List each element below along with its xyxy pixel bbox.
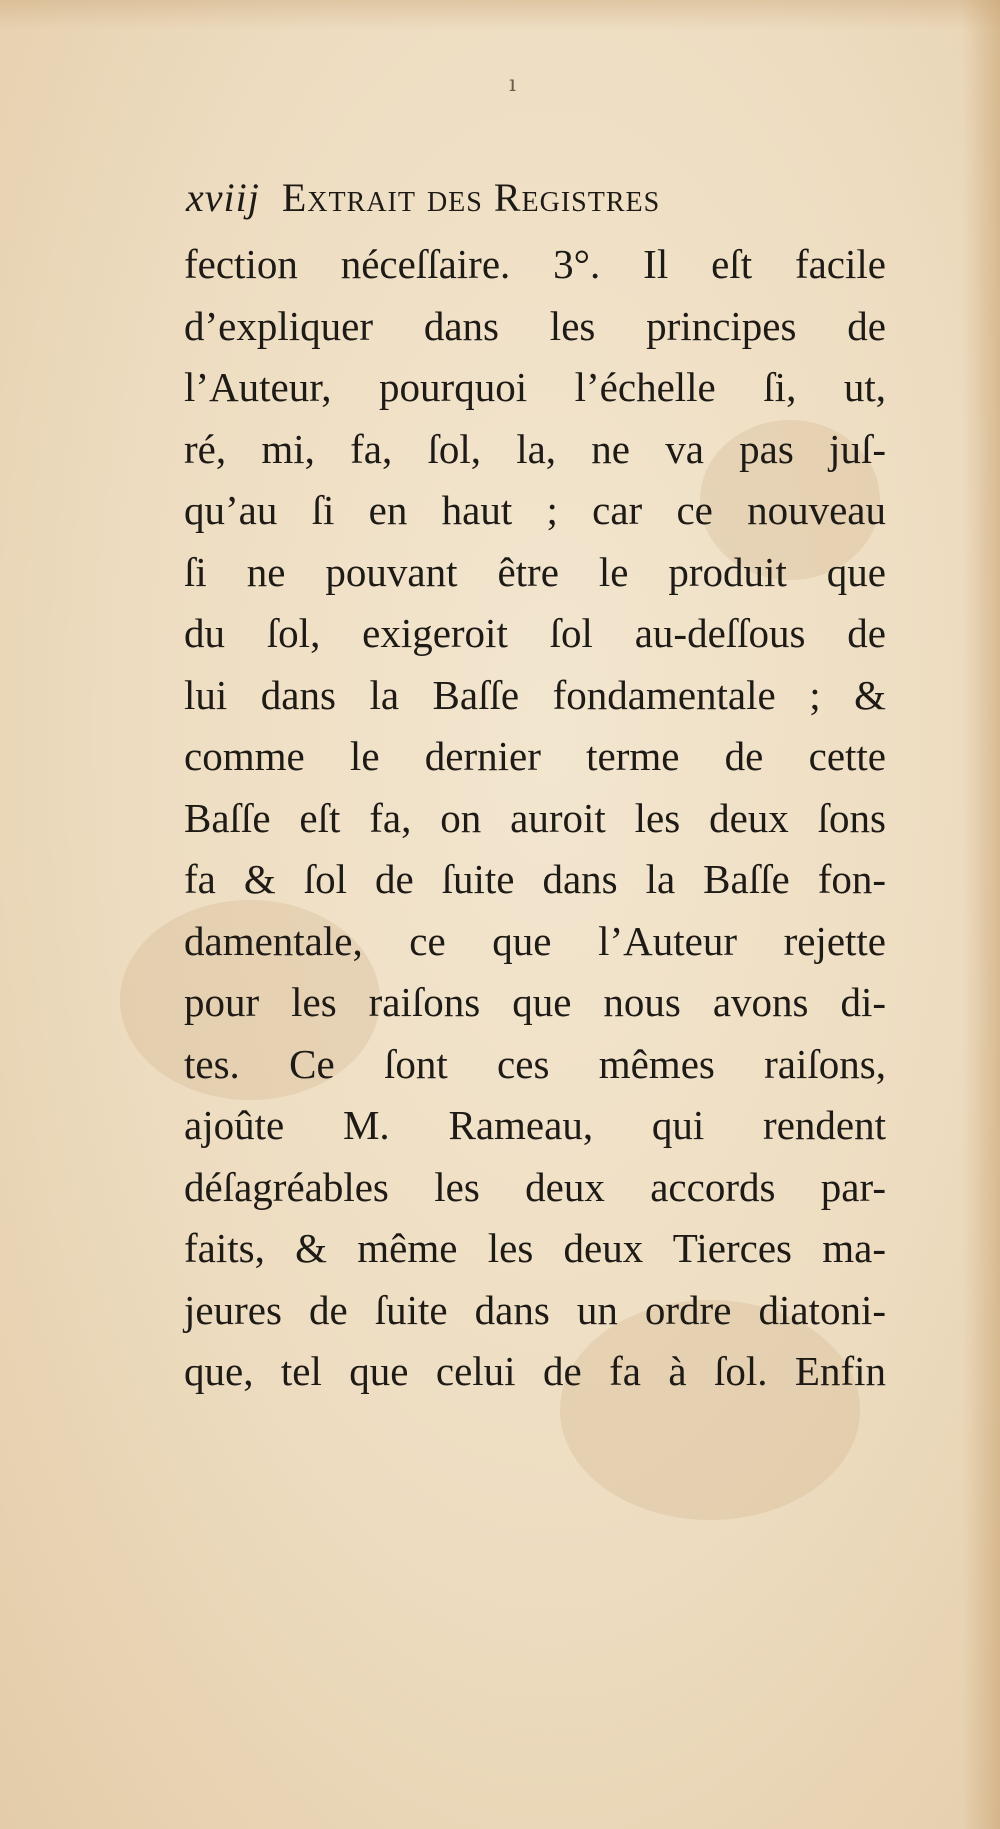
text-line: déſagréables les deux accords par- bbox=[184, 1163, 886, 1210]
page-right-edge bbox=[962, 0, 1000, 1829]
text-line: d’expliquer dans les principes de bbox=[184, 302, 886, 349]
text-line: tes. Ce ſont ces mêmes raiſons, bbox=[184, 1040, 886, 1087]
text-line: jeures de ſuite dans un ordre diatoni- bbox=[184, 1286, 886, 1333]
page-top-shadow bbox=[0, 0, 1000, 30]
body-text bbox=[184, 234, 886, 1403]
running-title: Extrait des Registres bbox=[281, 175, 661, 220]
page-header bbox=[186, 168, 886, 228]
text-line: lui dans la Baſſe fondamentale ; & bbox=[184, 671, 886, 718]
text-line: faits, & même les deux Tierces ma- bbox=[184, 1225, 886, 1271]
text-line: fa & ſol de ſuite dans la Baſſe fon- bbox=[184, 856, 886, 902]
text-line: l’Auteur, pourquoi l’échelle ſi, ut, bbox=[184, 364, 886, 410]
folio-number: xviij bbox=[186, 175, 260, 220]
text-line: damentale, ce que l’Auteur rejette bbox=[184, 917, 886, 964]
text-line: ajoûte M. Rameau, qui rendent bbox=[184, 1102, 886, 1148]
text-line: comme le dernier terme de cette bbox=[184, 733, 886, 779]
text-line: qu’au ſi en haut ; car ce nouveau bbox=[184, 487, 886, 533]
text-line: fection néceſſaire. 3°. Il eſt facile bbox=[184, 241, 886, 287]
text-line: pour les raiſons que nous avons di- bbox=[184, 979, 886, 1025]
text-line: ré, mi, fa, ſol, la, ne va pas juſ- bbox=[184, 425, 886, 472]
text-line: ſi ne pouvant être le produit que bbox=[184, 548, 886, 595]
text-line: du ſol, exigeroit ſol au-deſſous de bbox=[184, 610, 886, 656]
text-line: Baſſe eſt fa, on auroit les deux ſons bbox=[184, 794, 886, 841]
page-mark: ı bbox=[509, 72, 517, 97]
text-line: que, tel que celui de fa à ſol. Enfin bbox=[184, 1348, 886, 1394]
